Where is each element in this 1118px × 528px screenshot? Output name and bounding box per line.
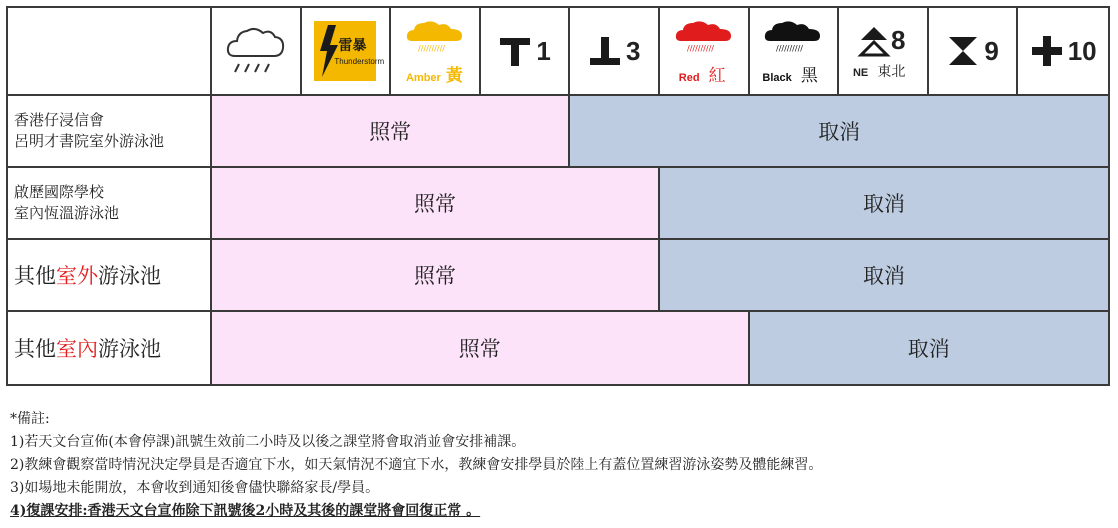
thunderstorm-icon [314,21,385,81]
row-label-line1: 香港仔浸信會 [14,111,105,129]
amber-text-cn: 黃 [445,66,463,86]
t1-number: 1 [536,35,551,66]
row-label-other-indoor-pools [8,312,212,384]
black-text-cn: 黑 [800,66,818,86]
row-label-line2: 呂明才書院室外游泳池 [14,132,165,150]
row-label-line1: 啟歷國際學校 [14,183,105,201]
t10-signal-cell [1018,8,1108,96]
remarks-heading: *備註: [10,411,50,427]
red-rain-signal-cell [660,8,750,96]
svg-text://////////: ////////// [417,44,445,53]
t8-ne-signal-cell [839,8,929,96]
row-label-prefix: 其他 [14,337,56,361]
t9-signal-cell [929,8,1019,96]
row-label-highlight: 室外 [56,264,98,288]
t3-number: 3 [625,35,641,66]
black-rain-icon [760,19,826,86]
red-rain-icon [671,19,737,86]
rain-signal-cell [212,8,302,96]
t8-number: 8 [890,25,906,55]
cancel-status-cell: 取消 [750,312,1108,384]
t10-number: 10 [1067,35,1097,66]
row-label-other-outdoor-pools [8,240,212,312]
svg-text://////////: ////////// [776,44,804,53]
row-label-highlight: 室內 [56,337,98,361]
amber-text-en: Amber [405,72,441,84]
remark-item: 3)如場地未能開放，本會收到通知後會儘快聯絡家長/學員。 [10,480,380,496]
t8-ne-signal-icon [857,25,891,59]
t9-number: 9 [984,35,999,66]
t3-signal-icon [588,34,622,68]
row-label-prefix: 其他 [14,264,56,288]
t1-signal-cell [481,8,571,96]
black-rain-signal-cell [750,8,840,96]
swimming-arrangement-table [6,6,1110,386]
red-text-cn: 紅 [708,66,726,86]
amber-rain-signal-cell [391,8,481,96]
thunderstorm-signal-cell [302,8,392,96]
t10-signal-icon [1030,34,1064,68]
row-label-suffix: 游泳池 [98,337,161,361]
svg-text://////////: ////////// [686,44,714,53]
t8-direction-en: NE [852,67,869,79]
black-text-en: Black [762,72,792,84]
table-corner [8,8,212,96]
row-label-abc-outdoor-pool [8,96,212,168]
t1-signal-icon [498,34,532,68]
normal-status-cell: 照常 [212,240,660,312]
red-text-en: Red [678,72,700,84]
remark-item-resume-classes: 4)復課安排:香港天文台宣佈除下訊號後2小時及其後的課堂將會回復正常 。 [10,503,481,519]
normal-status-cell: 照常 [212,96,570,168]
remarks-section [10,408,1110,523]
t8-direction-cn: 東北 [877,64,906,80]
normal-status-cell: 照常 [212,312,750,384]
cancel-status-cell: 取消 [570,96,1108,168]
t3-signal-cell [570,8,660,96]
t9-signal-icon [946,34,980,68]
row-label-indoor-heated-pool [8,168,212,240]
normal-status-cell: 照常 [212,168,660,240]
remark-item: 2)教練會觀察當時情況決定學員是否適宜下水，如天氣情況不適宜下水，教練會安排學員於陸上有蓋位置練習游泳姿勢及體能練習。 [10,457,823,473]
row-label-suffix: 游泳池 [98,264,161,288]
amber-rain-icon [402,19,468,86]
thunderstorm-text-en: Thunderstorm [334,57,385,66]
remark-item: 1)若天文台宣佈(本會停課)訊號生效前二小時及以後之課堂將會取消並會安排補課。 [10,434,526,450]
cancel-status-cell: 取消 [660,168,1108,240]
cancel-status-cell: 取消 [660,240,1108,312]
rain-icon [225,24,287,78]
row-label-line2: 室內恆溫游泳池 [14,204,120,222]
thunderstorm-text-cn: 雷暴 [338,38,367,54]
